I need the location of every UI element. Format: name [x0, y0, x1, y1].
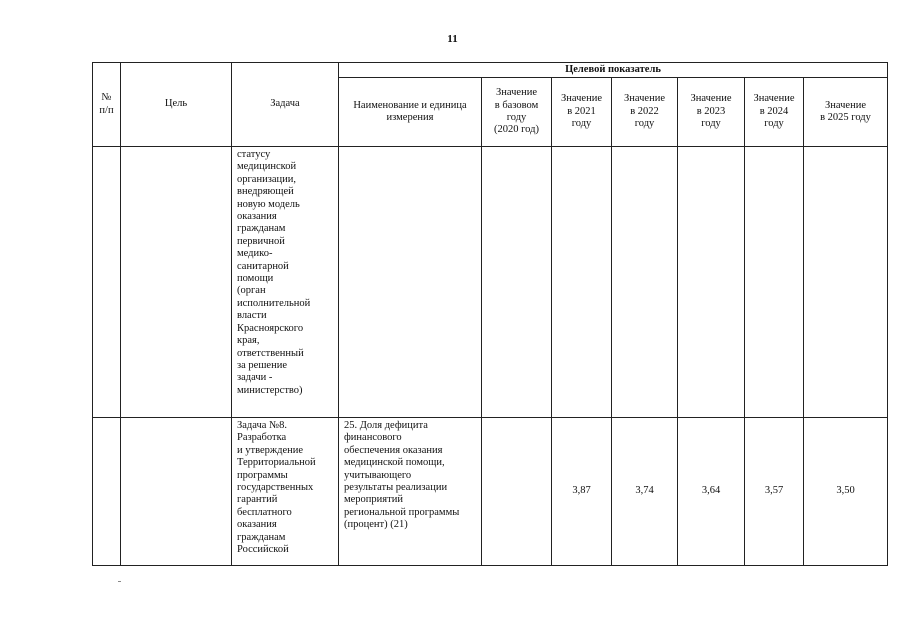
cell-2025: 3,50	[804, 418, 888, 566]
cell-2021: 3,87	[552, 418, 612, 566]
header-2024: Значение в 2024 году	[745, 78, 804, 147]
header-goal: Цель	[121, 63, 232, 147]
cell-task: Задача №8. Разработка и утверждение Территориальной программы государственных гарантий бесплатного оказания гражданам Российской	[232, 418, 339, 566]
cell-2021	[552, 147, 612, 418]
cell-goal	[121, 418, 232, 566]
header-name-unit: Наименование и единица измерения	[339, 78, 482, 147]
cell-indicator	[339, 147, 482, 418]
cell-base	[482, 418, 552, 566]
header-2021: Значение в 2021 году	[552, 78, 612, 147]
cell-2022	[612, 147, 678, 418]
header-target-indicator: Целевой показатель	[339, 63, 888, 78]
cell-num	[93, 418, 121, 566]
header-num: № п/п	[93, 63, 121, 147]
cell-indicator: 25. Доля дефицита финансового обеспечения оказания медицинской помощи, учитывающего результаты реализации мероприятий региональной программы (процент) (21)	[339, 418, 482, 566]
table-row	[93, 147, 888, 418]
cell-2024: 3,57	[745, 418, 804, 566]
header-2025: Значение в 2025 году	[804, 78, 888, 147]
header-2022: Значение в 2022 году	[612, 78, 678, 147]
cell-2023	[678, 147, 745, 418]
table-row	[93, 418, 888, 566]
cell-2023: 3,64	[678, 418, 745, 566]
target-indicators-table	[92, 62, 888, 566]
cell-goal	[121, 147, 232, 418]
cell-2025	[804, 147, 888, 418]
header-row-group	[93, 63, 888, 78]
page-number: 11	[447, 33, 458, 45]
header-2023: Значение в 2023 году	[678, 78, 745, 147]
header-task: Задача	[232, 63, 339, 147]
header-base-value: Значение в базовом году (2020 год)	[482, 78, 552, 147]
scan-speck	[118, 581, 121, 582]
cell-2022: 3,74	[612, 418, 678, 566]
cell-num	[93, 147, 121, 418]
cell-2024	[745, 147, 804, 418]
cell-base	[482, 147, 552, 418]
cell-task: статусу медицинской организации, внедряющей новую модель оказания гражданам первичной медико- санитарной помощи (орган исполнительной власти Красноярского края, ответственный за решение задачи - министерство)	[232, 147, 339, 418]
